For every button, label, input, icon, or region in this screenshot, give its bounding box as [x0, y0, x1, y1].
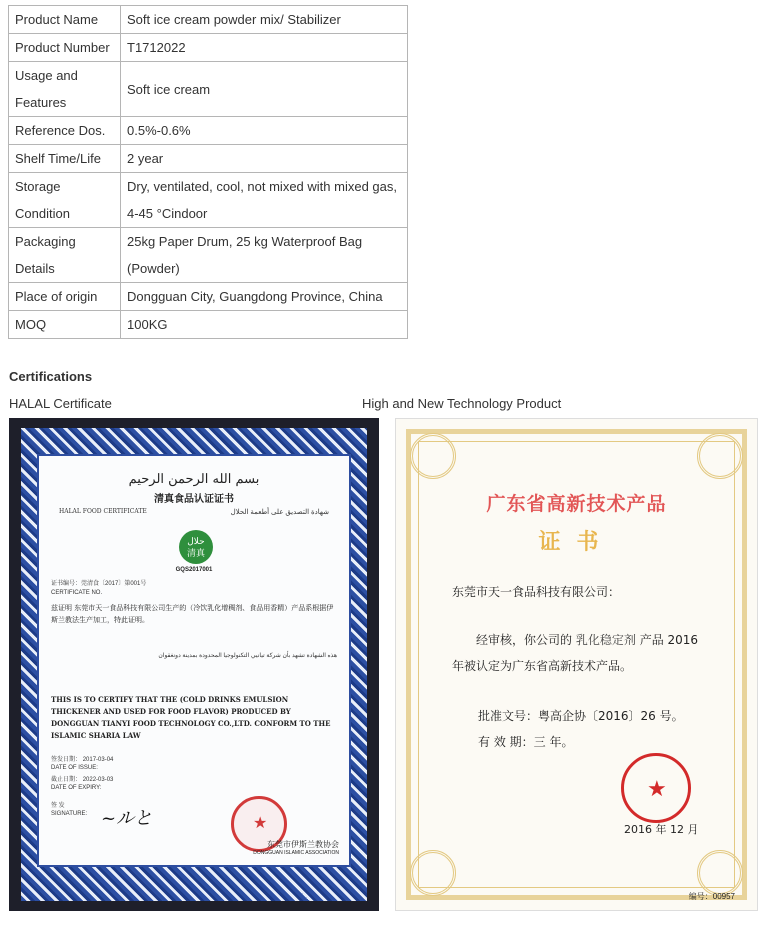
table-row [9, 311, 408, 339]
spec-value: Dongguan City, Guangdong Province, China [121, 283, 408, 311]
org-en: DONGGUAN ISLAMIC ASSOCIATION [253, 850, 339, 856]
halal-body-cn: 兹证明 东莞市天一食品科技有限公司生产的（冷饮乳化增稠剂、食品用香精）产品系根据伊斯兰教法生产加工，特此证明。 [51, 604, 334, 624]
spec-key: Shelf Time/Life [9, 145, 121, 173]
spec-value: 100KG [121, 311, 408, 339]
halal-title-ar: شهادة التصديق على أطعمة الحلال [230, 509, 329, 516]
ornament-icon [697, 850, 743, 896]
issue-date-row [51, 756, 337, 764]
table-row [9, 117, 408, 145]
org-cn: 东莞市伊斯兰教协会 [267, 840, 339, 849]
issue-date: 2017-03-04 [82, 757, 114, 763]
expiry-date-row [51, 776, 337, 784]
expiry-date: 2022-03-03 [82, 777, 114, 783]
table-row [9, 283, 408, 311]
association-name [253, 840, 339, 858]
tech-product-certificate-image [395, 418, 758, 911]
issue-label-en: DATE OF ISSUE: [51, 765, 98, 771]
validity-period: 有 效 期：三 年。 [478, 735, 574, 749]
table-row [9, 145, 408, 173]
halal-certificate-label: HALAL Certificate [9, 396, 112, 411]
halal-logo-ar: حلال [187, 536, 205, 546]
halal-logo-cn: 清真 [186, 548, 205, 558]
table-row [9, 228, 408, 283]
review-text-1: 经审核，你公司的 [476, 633, 573, 647]
cert-date: 2016 年 12 月 [624, 823, 699, 836]
certificate-paper [37, 454, 351, 867]
certifications-heading: Certifications [9, 369, 93, 384]
ornament-icon [697, 433, 743, 479]
halal-logo-icon [179, 530, 213, 564]
cert-subtitle: 证书 [538, 530, 615, 555]
spec-value: 25kg Paper Drum, 25 kg Waterproof Bag (Powder) [121, 228, 408, 283]
spec-key: MOQ [9, 311, 121, 339]
halal-cert-no: 证书编号：莞清食〔2017〕第001号 [51, 581, 147, 587]
spec-key: Product Number [9, 34, 121, 62]
signature-label: 签 发 [51, 803, 65, 809]
halal-title-cn: 清真食品认证证书 [154, 494, 234, 505]
halal-body-ar: هذه الشهادة تشهد بأن شركة تيانيي التكنولوجيا المحدودة بمدينة دونغقوان [158, 653, 337, 659]
spec-value: T1712022 [121, 34, 408, 62]
tech-product-label: High and New Technology Product [362, 396, 562, 411]
halal-cert-no-en: CERTIFICATE NO. [51, 590, 103, 596]
spec-value: Soft ice cream powder mix/ Stabilizer [121, 6, 408, 34]
signature-label-en: SIGNATURE: [51, 811, 88, 817]
star-icon: ★ [253, 815, 268, 832]
serial-number: 编号：00957 [688, 892, 735, 901]
table-row [9, 62, 408, 117]
ornament-icon [410, 850, 456, 896]
spec-key: Reference Dos. [9, 117, 121, 145]
ornament-icon [410, 433, 456, 479]
company-line: 东莞市天一食品科技有限公司： [452, 585, 621, 599]
halal-certificate-image [9, 418, 379, 911]
spec-key: Packaging Details [9, 228, 121, 283]
table-row [9, 34, 408, 62]
spec-key: Usage and Features [9, 62, 121, 117]
halal-body-en: THIS IS TO CERTIFY THAT THE (COLD DRINKS EMULSION THICKENER AND USED FOR FOOD FLAVOR) PRODUCED BY DONGGUAN TIANYI FOOD TECHNOLOGY CO.,LTD. CONFORM TO THE ISLAMIC SHARIA LAW [51, 695, 331, 740]
review-line [476, 631, 698, 648]
cert-title: 广东省高新技术产品 [486, 493, 667, 515]
spec-value: Soft ice cream [121, 62, 408, 117]
review-text-2: 产品 2016 [639, 633, 699, 647]
product-spec-table [8, 5, 408, 339]
star-icon: ★ [647, 776, 667, 801]
spec-value: 2 year [121, 145, 408, 173]
table-row [9, 6, 408, 34]
review-line-2: 年被认定为广东省高新技术产品。 [452, 659, 633, 673]
issue-label: 签发日期： [51, 757, 82, 763]
spec-key: Place of origin [9, 283, 121, 311]
spec-value: Dry, ventilated, cool, not mixed with mixed gas, 4-45 °Cindoor [121, 173, 408, 228]
halal-title-en: HALAL FOOD CERTIFICATE [59, 508, 147, 515]
halal-cert-code: GQS2017001 [175, 567, 213, 573]
spec-value: 0.5%-0.6% [121, 117, 408, 145]
handwritten-signature: ~ルと [101, 808, 153, 829]
expiry-label-en: DATE OF EXPIRY: [51, 785, 102, 791]
association-seal [621, 753, 691, 823]
product-handwritten: 乳化稳定剂 [575, 633, 636, 647]
spec-key: Product Name [9, 6, 121, 34]
approval-number: 批准文号：粤高企协〔2016〕26 号。 [478, 709, 684, 723]
bismillah-text: بسم الله الرحمن الرحيم [128, 472, 260, 487]
spec-key: Storage Condition [9, 173, 121, 228]
expiry-label: 截止日期： [51, 777, 82, 783]
table-row [9, 173, 408, 228]
